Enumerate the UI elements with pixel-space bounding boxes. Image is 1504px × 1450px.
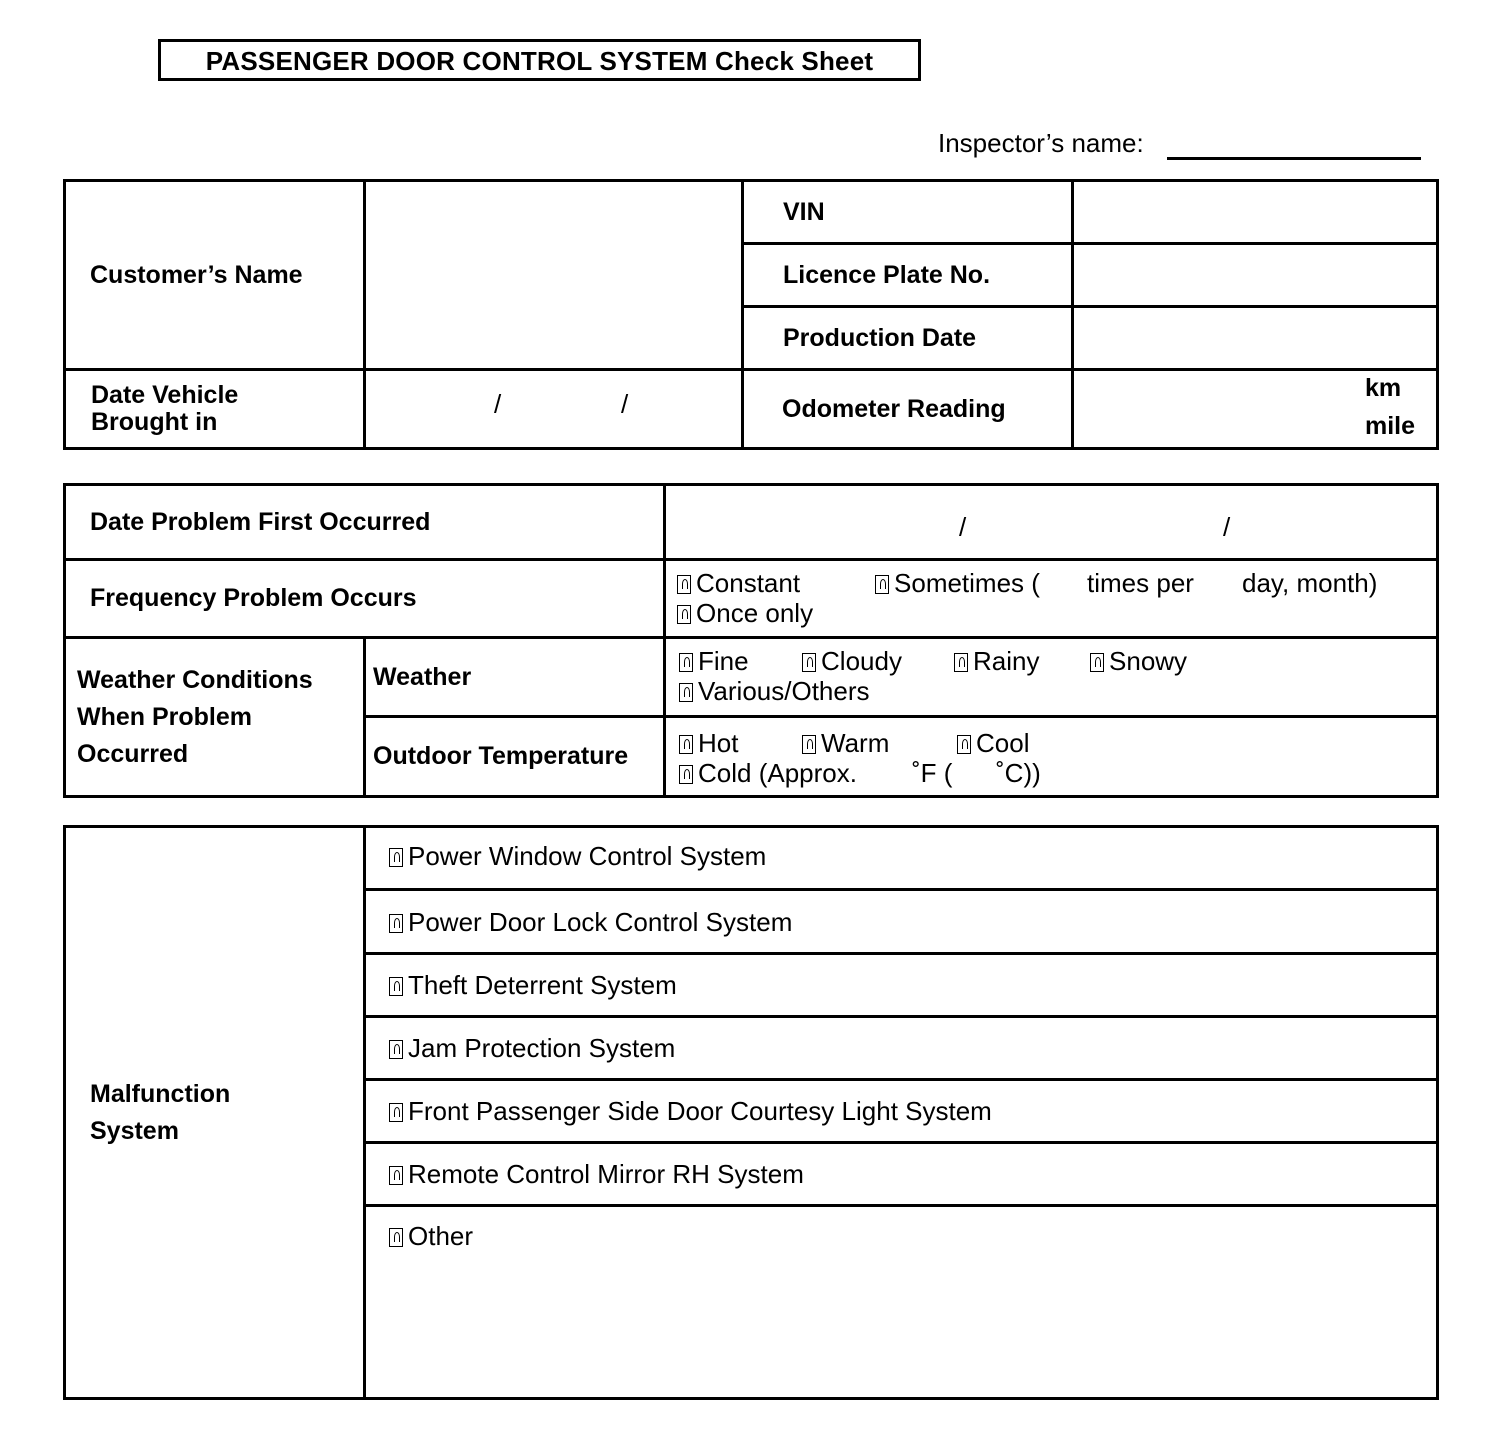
checkbox-icon[interactable] (677, 605, 691, 624)
checkbox-icon[interactable] (954, 653, 968, 672)
odometer-label: Odometer Reading (782, 394, 1006, 423)
weather-option-rainy[interactable]: Rainy (954, 646, 1039, 676)
temperature-option-cold[interactable]: Cold (Approx. (679, 758, 857, 788)
date-separator: / (959, 512, 967, 542)
malfunction-item-label: Theft Deterrent System (408, 970, 677, 1000)
malfunction-item-label: Front Passenger Side Door Courtesy Light System (408, 1096, 992, 1126)
date-brought-in-field[interactable] (365, 370, 743, 449)
temperature-label-cell (365, 717, 665, 797)
vehicle-info-table (63, 179, 1439, 450)
date-first-occurred-field[interactable] (665, 485, 1438, 560)
malfunction-item[interactable] (365, 1080, 1438, 1143)
licence-plate-label-cell (743, 244, 1073, 307)
checkbox-icon[interactable] (389, 914, 403, 933)
frequency-times-per: times per (1087, 568, 1194, 598)
weather-group-label-line1: Weather Conditions (77, 665, 313, 694)
malfunction-item-label: Other (408, 1221, 474, 1251)
customer-name-field[interactable] (365, 181, 743, 370)
temperature-options-cell (665, 717, 1438, 797)
weather-group-label-line3: Occurred (77, 739, 189, 768)
odometer-field[interactable] (1073, 370, 1438, 449)
malfunction-label-line2: System (90, 1116, 179, 1145)
page-title: PASSENGER DOOR CONTROL SYSTEM Check Sheet (158, 39, 921, 81)
date-separator: / (1223, 512, 1231, 542)
production-date-label: Production Date (783, 323, 977, 352)
checkbox-icon[interactable] (389, 848, 403, 867)
checkbox-icon[interactable] (802, 735, 816, 754)
malfunction-item[interactable] (365, 1143, 1438, 1206)
date-separator: / (621, 389, 629, 419)
weather-option-cloudy[interactable]: Cloudy (802, 646, 902, 676)
frequency-option-sometimes[interactable]: Sometimes ( (875, 568, 1040, 598)
customer-name-label-cell (65, 181, 365, 370)
odometer-label-cell (743, 370, 1073, 449)
date-first-occurred-label: Date Problem First Occurred (90, 507, 431, 536)
vin-field[interactable] (1073, 181, 1438, 244)
weather-group-label-cell (65, 638, 365, 797)
checkbox-icon[interactable] (677, 575, 691, 594)
production-date-label-cell (743, 307, 1073, 370)
checkbox-icon[interactable] (389, 1228, 403, 1247)
frequency-label-cell (65, 560, 665, 638)
checkbox-icon[interactable] (679, 735, 693, 754)
checkbox-icon[interactable] (389, 1103, 403, 1122)
vin-label: VIN (783, 197, 825, 226)
checkbox-icon[interactable] (679, 683, 693, 702)
weather-option-snowy[interactable]: Snowy (1090, 646, 1187, 676)
malfunction-item-label: Power Door Lock Control System (408, 906, 793, 937)
licence-plate-label: Licence Plate No. (783, 260, 991, 289)
checkbox-icon[interactable] (957, 735, 971, 754)
date-separator: / (494, 389, 502, 419)
production-date-field[interactable] (1073, 307, 1438, 370)
weather-label: Weather (373, 662, 472, 691)
checkbox-icon[interactable] (1090, 653, 1104, 672)
checkbox-icon[interactable] (389, 1166, 403, 1185)
weather-option-various[interactable]: Various/Others (679, 676, 869, 706)
date-brought-in-label-cell (65, 370, 365, 449)
malfunction-label-line1: Malfunction (90, 1079, 231, 1108)
checkbox-icon[interactable] (802, 653, 816, 672)
checkbox-icon[interactable] (679, 765, 693, 784)
date-brought-in-label-line1: Date Vehicle (91, 381, 239, 409)
temperature-unit-c: ˚C)) (996, 758, 1041, 788)
date-first-occurred-label-cell (65, 485, 665, 560)
weather-options-cell (665, 638, 1438, 717)
frequency-label: Frequency Problem Occurs (90, 584, 417, 612)
temperature-option-cool[interactable]: Cool (957, 728, 1029, 758)
frequency-day-month: day, month) (1242, 568, 1378, 598)
checkbox-icon[interactable] (875, 575, 889, 594)
frequency-options-cell (665, 560, 1438, 638)
frequency-option-once-only[interactable]: Once only (677, 598, 813, 628)
conditions-table (63, 483, 1439, 798)
weather-group-label-line2: When Problem (77, 702, 253, 731)
date-brought-in-label-line2: Brought in (91, 408, 218, 436)
malfunction-item[interactable] (365, 1017, 1438, 1080)
weather-option-fine[interactable]: Fine (679, 646, 749, 676)
malfunction-item-label: Power Window Control System (408, 841, 767, 871)
malfunction-item-label: Remote Control Mirror RH System (408, 1159, 804, 1189)
malfunction-item[interactable] (365, 890, 1438, 954)
vin-label-cell (743, 181, 1073, 244)
unit-mile: mile (1365, 412, 1416, 440)
malfunction-item[interactable] (365, 827, 1438, 890)
temperature-option-hot[interactable]: Hot (679, 728, 738, 758)
weather-label-cell (365, 638, 665, 717)
frequency-option-constant[interactable]: Constant (677, 568, 800, 598)
checkbox-icon[interactable] (679, 653, 693, 672)
checkbox-icon[interactable] (389, 977, 403, 996)
malfunction-item-other[interactable] (365, 1206, 1438, 1399)
malfunction-item[interactable] (365, 954, 1438, 1017)
unit-km: km (1365, 374, 1402, 402)
malfunction-table (63, 825, 1439, 1400)
temperature-option-warm[interactable]: Warm (802, 728, 889, 758)
temperature-unit-f: ˚F ( (912, 758, 953, 788)
customer-name-label: Customer’s Name (90, 260, 303, 289)
checkbox-icon[interactable] (389, 1040, 403, 1059)
malfunction-label-cell (65, 827, 365, 1399)
inspector-name-label: Inspector’s name: (938, 128, 1144, 158)
licence-plate-field[interactable] (1073, 244, 1438, 307)
malfunction-item-label: Jam Protection System (408, 1033, 676, 1063)
temperature-label: Outdoor Temperature (373, 742, 629, 770)
inspector-name-field[interactable] (1167, 157, 1421, 160)
